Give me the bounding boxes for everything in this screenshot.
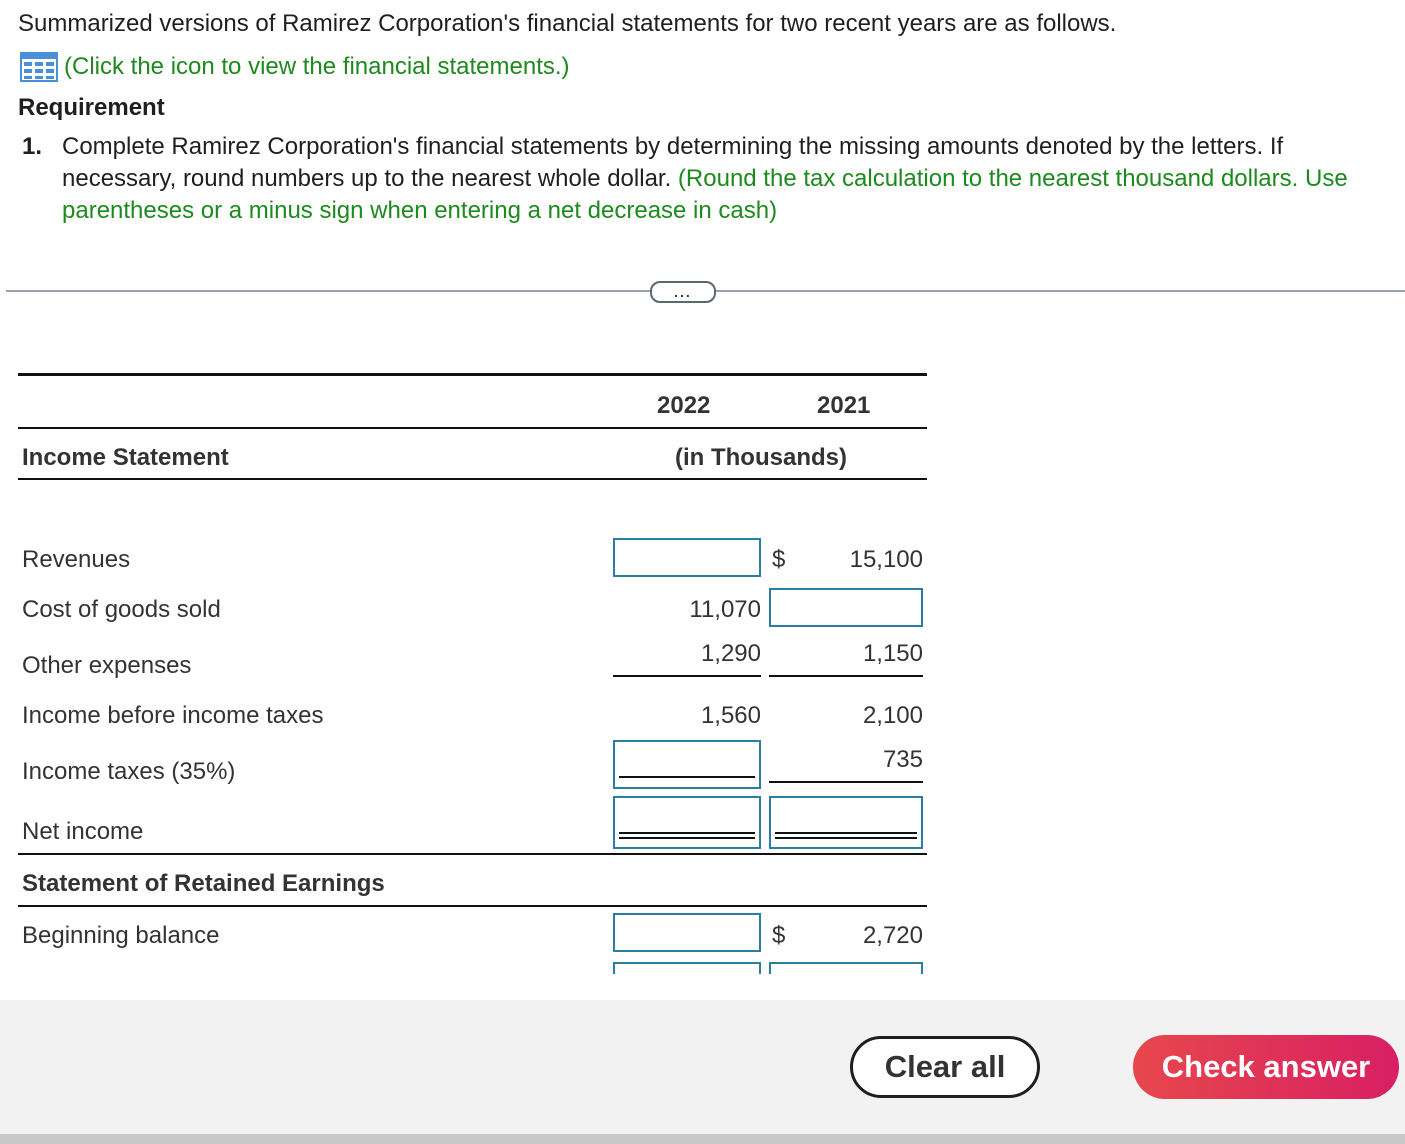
beginning-balance-2022-input[interactable] (613, 913, 761, 952)
beginning-balance-2021-value: 2,720 (862, 922, 923, 949)
net-income-label: Net income (22, 818, 144, 845)
requirement-text: Complete Ramirez Corporation's financial statements by determining the missing amounts denoted by the letters. If necessary, round numbers up to the nearest whole dollar. (62, 133, 1284, 192)
revenues-2022-input[interactable] (613, 538, 761, 577)
income-before-taxes-2021-value: 2,100 (862, 702, 923, 729)
other-expenses-2022-value: 1,290 (700, 640, 761, 667)
retained-earnings-rule (18, 905, 927, 907)
other-expenses-2022-underline (613, 675, 761, 677)
income-taxes-2022-input[interactable] (613, 740, 761, 789)
revenues-2021-dollar-sign: $ (772, 546, 786, 573)
footer-bottom-strip (0, 1134, 1405, 1144)
income-taxes-2022-underline (619, 776, 755, 778)
revenues-label: Revenues (22, 546, 131, 573)
table-top-rule (18, 373, 927, 376)
income-before-taxes-2022-value: 1,560 (700, 702, 761, 729)
table-grid-icon[interactable] (20, 52, 58, 82)
requirement-body (62, 131, 1372, 227)
income-taxes-2021-underline (769, 781, 923, 783)
beginning-balance-label: Beginning balance (22, 922, 220, 949)
view-statements-link[interactable] (20, 52, 570, 82)
other-expenses-2021-underline (769, 675, 923, 677)
requirement-note: (Round the tax calculation to the nearest thousand dollars. Use parentheses or a minus sign when entering a net decrease in cash) (62, 165, 1348, 224)
retained-earnings-heading: Statement of Retained Earnings (22, 870, 385, 897)
year-2021-header: 2021 (817, 392, 871, 419)
cogs-2021-input[interactable] (769, 588, 923, 627)
view-statements-text[interactable]: (Click the icon to view the financial statements.) (64, 53, 570, 80)
cogs-2022-value: 11,070 (689, 596, 761, 623)
year-2022-header: 2022 (657, 392, 711, 419)
requirement-title: Requirement (18, 94, 165, 121)
other-expenses-label: Other expenses (22, 652, 192, 679)
revenues-2021-value: 15,100 (849, 546, 923, 573)
net-income-2021-double-underline (775, 832, 917, 839)
income-before-taxes-label: Income before income taxes (22, 702, 324, 729)
income-taxes-2021-value: 735 (882, 746, 923, 773)
net-income-2022-double-underline (619, 832, 755, 839)
check-answer-button[interactable]: Check answer (1133, 1035, 1399, 1099)
next-row-2022-input[interactable] (613, 962, 761, 974)
income-statement-heading: Income Statement (22, 444, 229, 471)
requirement-number: 1. (22, 133, 43, 160)
net-income-2021-input[interactable] (769, 796, 923, 849)
net-income-rule (18, 853, 927, 855)
other-expenses-2021-value: 1,150 (862, 640, 923, 667)
beginning-balance-2021-dollar-sign: $ (772, 922, 786, 949)
next-row-2021-input[interactable] (769, 962, 923, 974)
header-rule (18, 427, 927, 429)
expand-more-button[interactable]: ... (650, 281, 716, 303)
cogs-label: Cost of goods sold (22, 596, 221, 623)
units-label: (in Thousands) (675, 444, 847, 471)
income-taxes-label: Income taxes (35%) (22, 758, 236, 785)
intro-text: Summarized versions of Ramirez Corporation's financial statements for two recent years are as follows. (18, 10, 1117, 37)
clear-all-button[interactable]: Clear all (850, 1036, 1040, 1098)
net-income-2022-input[interactable] (613, 796, 761, 849)
income-heading-rule (18, 478, 927, 480)
